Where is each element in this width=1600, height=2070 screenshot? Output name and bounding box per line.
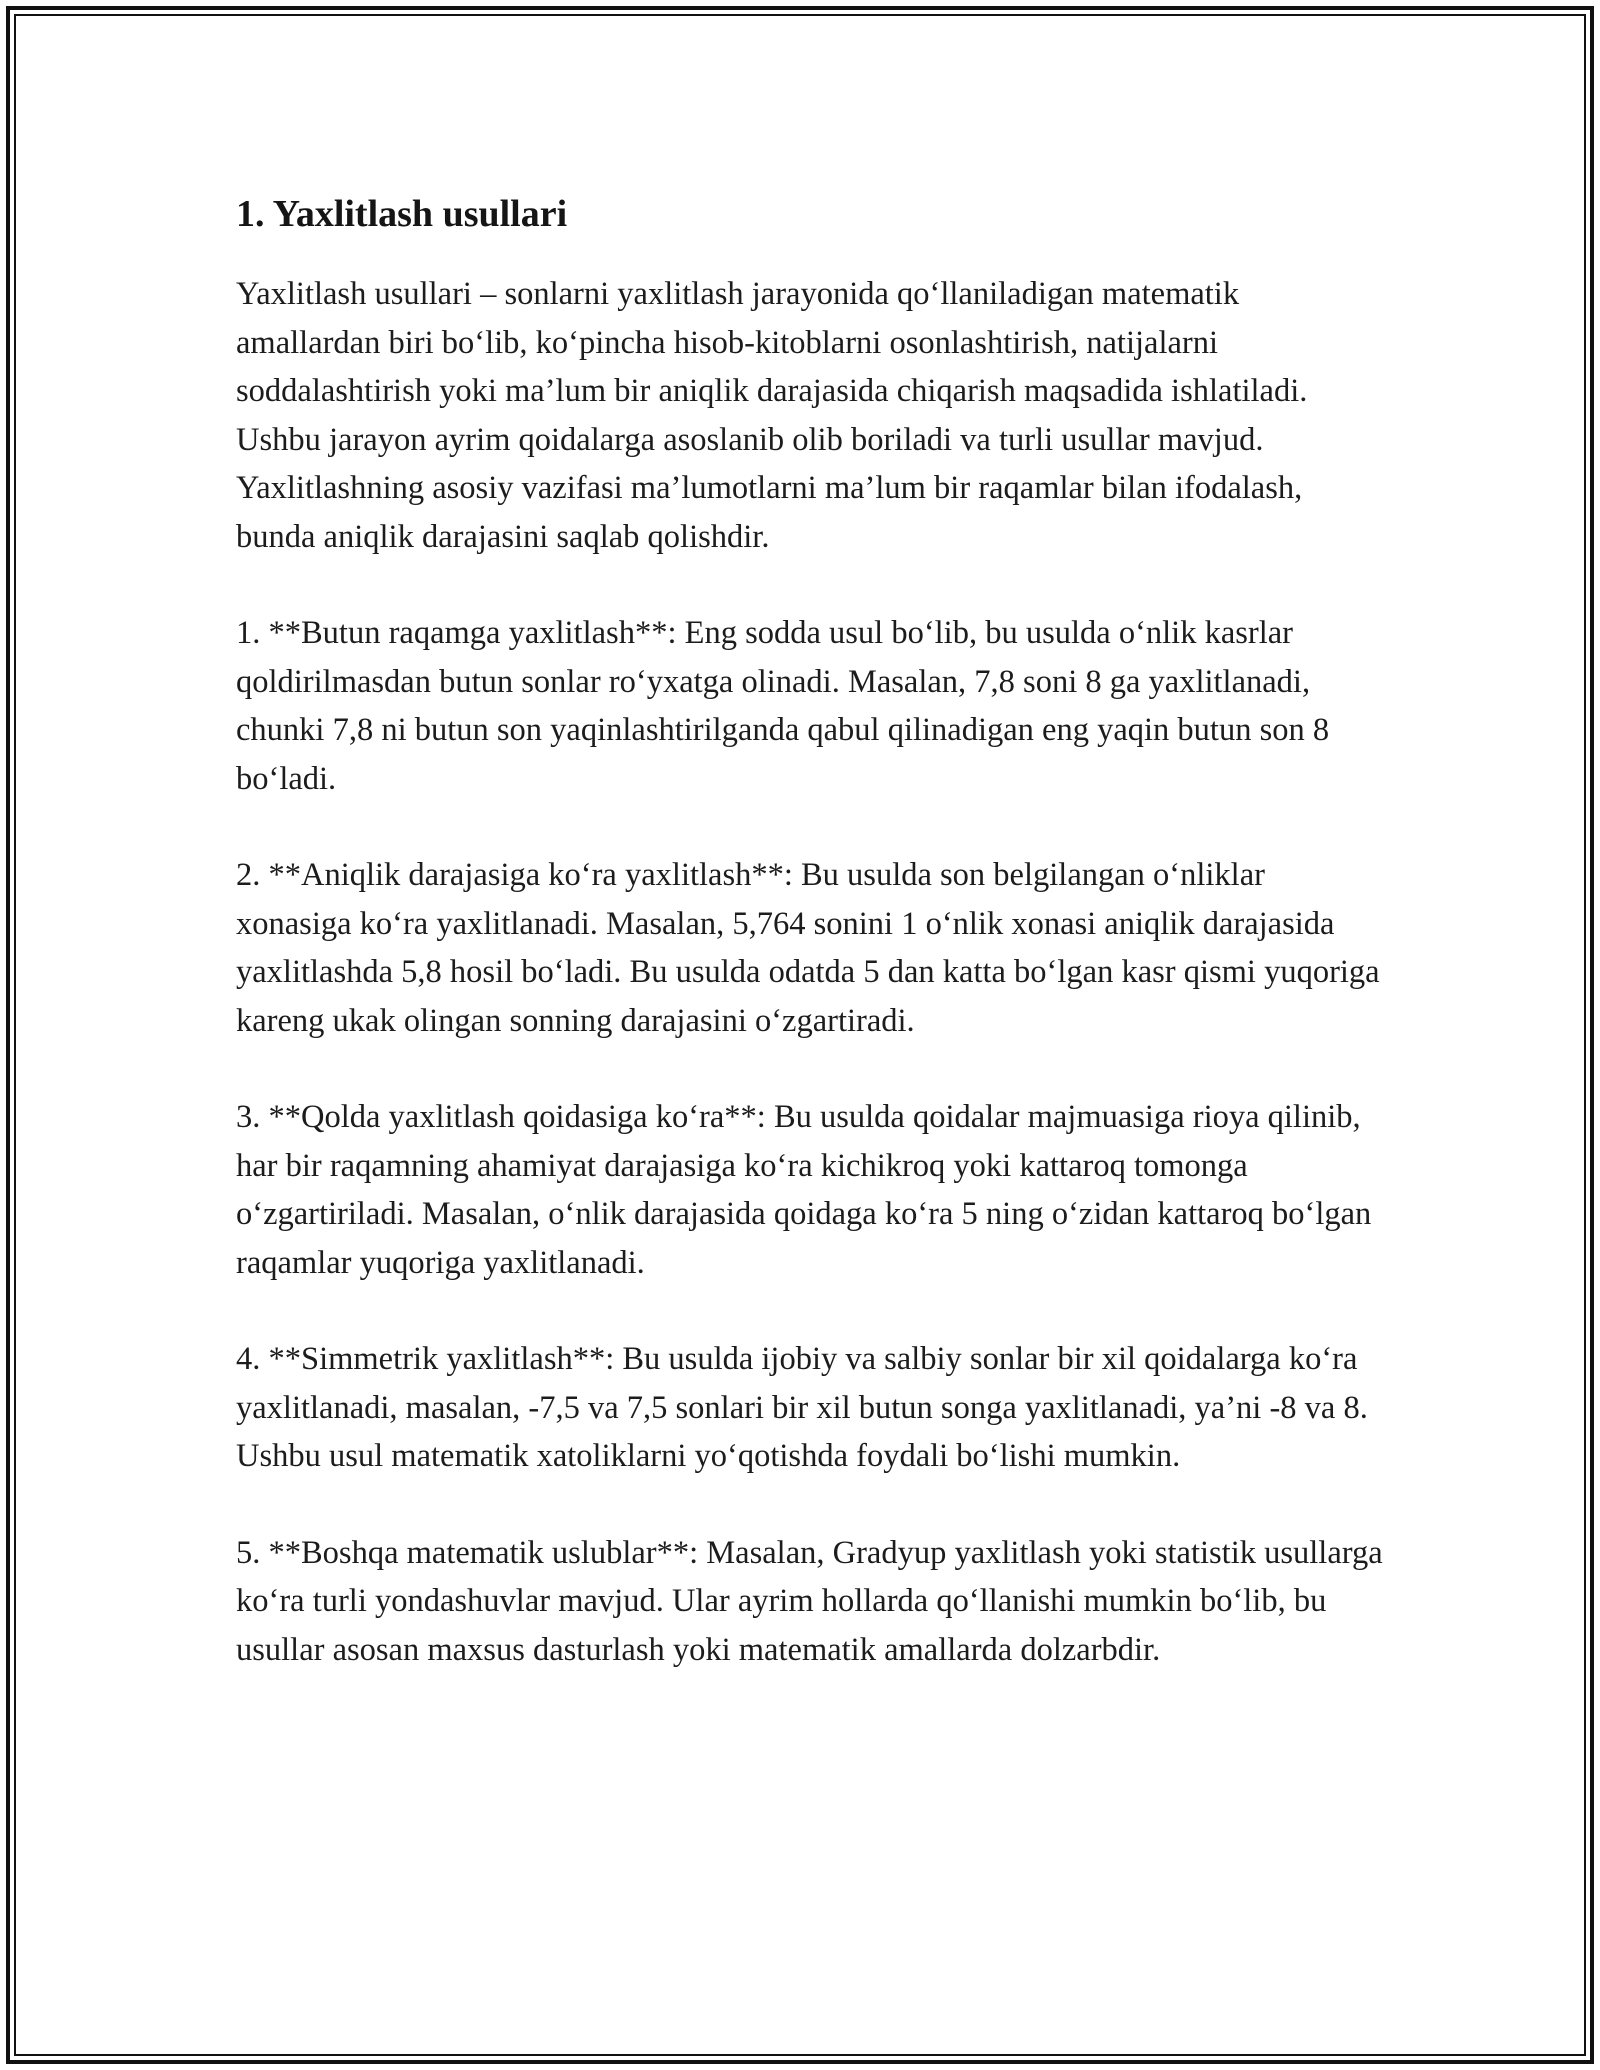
list-item-whole-number-rounding: 1. **Butun raqamga yaxlitlash**: Eng sodda usul bo‘lib, bu usulda o‘nlik kasrlar qoldirilmasdan butun sonlar ro‘yxatga olinadi. Masalan, 7,8 soni 8 ga yaxlitlanadi, chunki 7,8 ni butun son yaqinlashtirilganda qabul qilinadigan eng yaqin butun son 8 bo‘ladi.: [236, 615, 1330, 797]
document-body: [236, 186, 1386, 1674]
list-item-precision-rounding: 2. **Aniqlik darajasiga ko‘ra yaxlitlash**: Bu usulda son belgilangan o‘nliklar xonasiga ko‘ra yaxlitlanadi. Masalan, 5,764 sonini 1 o‘nlik xonasi aniqlik darajasida yaxlitlashda 5,8 hosil bo‘ladi. Bu usulda odatda 5 dan katta bo‘lgan kasr qismi yuqoriga kareng ukak olingan sonning darajasini o‘zgartiradi.: [236, 857, 1380, 1039]
list-item-rule-based-rounding: 3. **Qolda yaxlitlash qoidasiga ko‘ra**: Bu usulda qoidalar majmuasiga rioya qilinib, har bir raqamning ahamiyat darajasiga ko‘ra kichikroq yoki kattaroq tomonga o‘zgartiriladi. Masalan, o‘nlik darajasida qoidaga ko‘ra 5 ning o‘zidan kattaroq bo‘lgan raqamlar yuqoriga yaxlitlanadi.: [236, 1099, 1372, 1281]
list-item-symmetric-rounding: 4. **Simmetrik yaxlitlash**: Bu usulda ijobiy va salbiy sonlar bir xil qoidalarga ko‘ra yaxlitlanadi, masalan, -7,5 va 7,5 sonlari bir xil butun songa yaxlitlanadi, ya’ni -8 va 8. Ushbu usul matematik xatoliklarni yo‘qotishda foydali bo‘lishi mumkin.: [236, 1341, 1368, 1474]
section-heading: 1. Yaxlitlash usullari: [236, 193, 568, 235]
list-item-other-methods: 5. **Boshqa matematik uslublar**: Masalan, Gradyup yaxlitlash yoki statistik usullarga ko‘ra turli yondashuvlar mavjud. Ular ayrim hollarda qo‘llanishi mumkin bo‘lib, bu usullar asosan maxsus dasturlash yoki matematik amallarda dolzarbdir.: [236, 1534, 1383, 1668]
intro-paragraph: Yaxlitlash usullari – sonlarni yaxlitlash jarayonida qo‘llaniladigan matematik amallardan biri bo‘lib, ko‘pincha hisob-kitoblarni osonlashtirish, natijalarni soddalashtirish yoki ma’lum bir aniqlik darajasida chiqarish maqsadida ishlatiladi. Ushbu jarayon ayrim qoidalarga asoslanib olib boriladi va turli usullar mavjud. Yaxlitlashning asosiy vazifasi ma’lumotlarni ma’lum bir raqamlar bilan ifodalash, bunda aniqlik darajasini saqlab qolishdir.: [236, 276, 1308, 555]
